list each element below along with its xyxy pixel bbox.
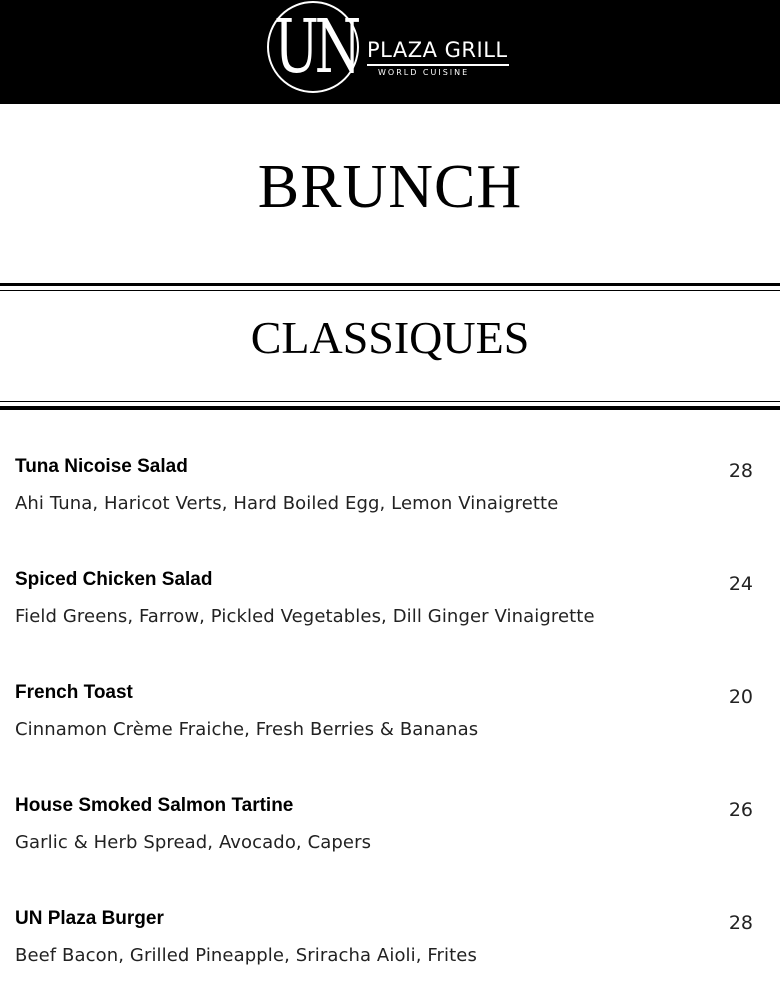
section-title: CLASSIQUES xyxy=(250,312,530,363)
item-description: Ahi Tuna, Haricot Verts, Hard Boiled Egg, Lemon Vinaigrette xyxy=(15,493,559,514)
item-description: Cinnamon Crème Fraiche, Fresh Berries & Bananas xyxy=(15,719,479,740)
item-name: Spiced Chicken Salad xyxy=(15,569,213,590)
item-price: 28 xyxy=(728,460,753,482)
header-banner xyxy=(0,0,780,104)
item-price: 28 xyxy=(728,912,753,934)
logo-mark: UN xyxy=(274,4,357,90)
item-price: 24 xyxy=(728,573,753,595)
item-name: French Toast xyxy=(15,682,133,703)
menu-item xyxy=(15,568,765,648)
menu-title: BRUNCH xyxy=(257,153,523,221)
logo-name: PLAZA GRILL xyxy=(367,38,508,62)
item-description: Field Greens, Farrow, Pickled Vegetables, Dill Ginger Vinaigrette xyxy=(15,606,595,627)
menu-item xyxy=(15,794,765,874)
item-price: 20 xyxy=(728,686,753,708)
menu-item xyxy=(15,907,765,987)
menu-item xyxy=(15,681,765,761)
item-description: Beef Bacon, Grilled Pineapple, Sriracha Aioli, Frites xyxy=(15,945,477,966)
divider-top-thick xyxy=(0,283,780,286)
divider-bottom-thin xyxy=(0,401,780,402)
logo-tagline: WORLD CUISINE xyxy=(378,68,470,77)
item-name: House Smoked Salmon Tartine xyxy=(15,795,294,816)
divider-bottom-thick xyxy=(0,406,780,410)
item-description: Garlic & Herb Spread, Avocado, Capers xyxy=(15,832,372,853)
divider-top-thin xyxy=(0,290,780,291)
menu-item xyxy=(15,455,765,535)
restaurant-logo[interactable] xyxy=(266,0,516,100)
logo-divider xyxy=(367,64,509,66)
item-name: Tuna Nicoise Salad xyxy=(15,456,188,477)
item-name: UN Plaza Burger xyxy=(15,908,164,929)
item-price: 26 xyxy=(728,799,753,821)
